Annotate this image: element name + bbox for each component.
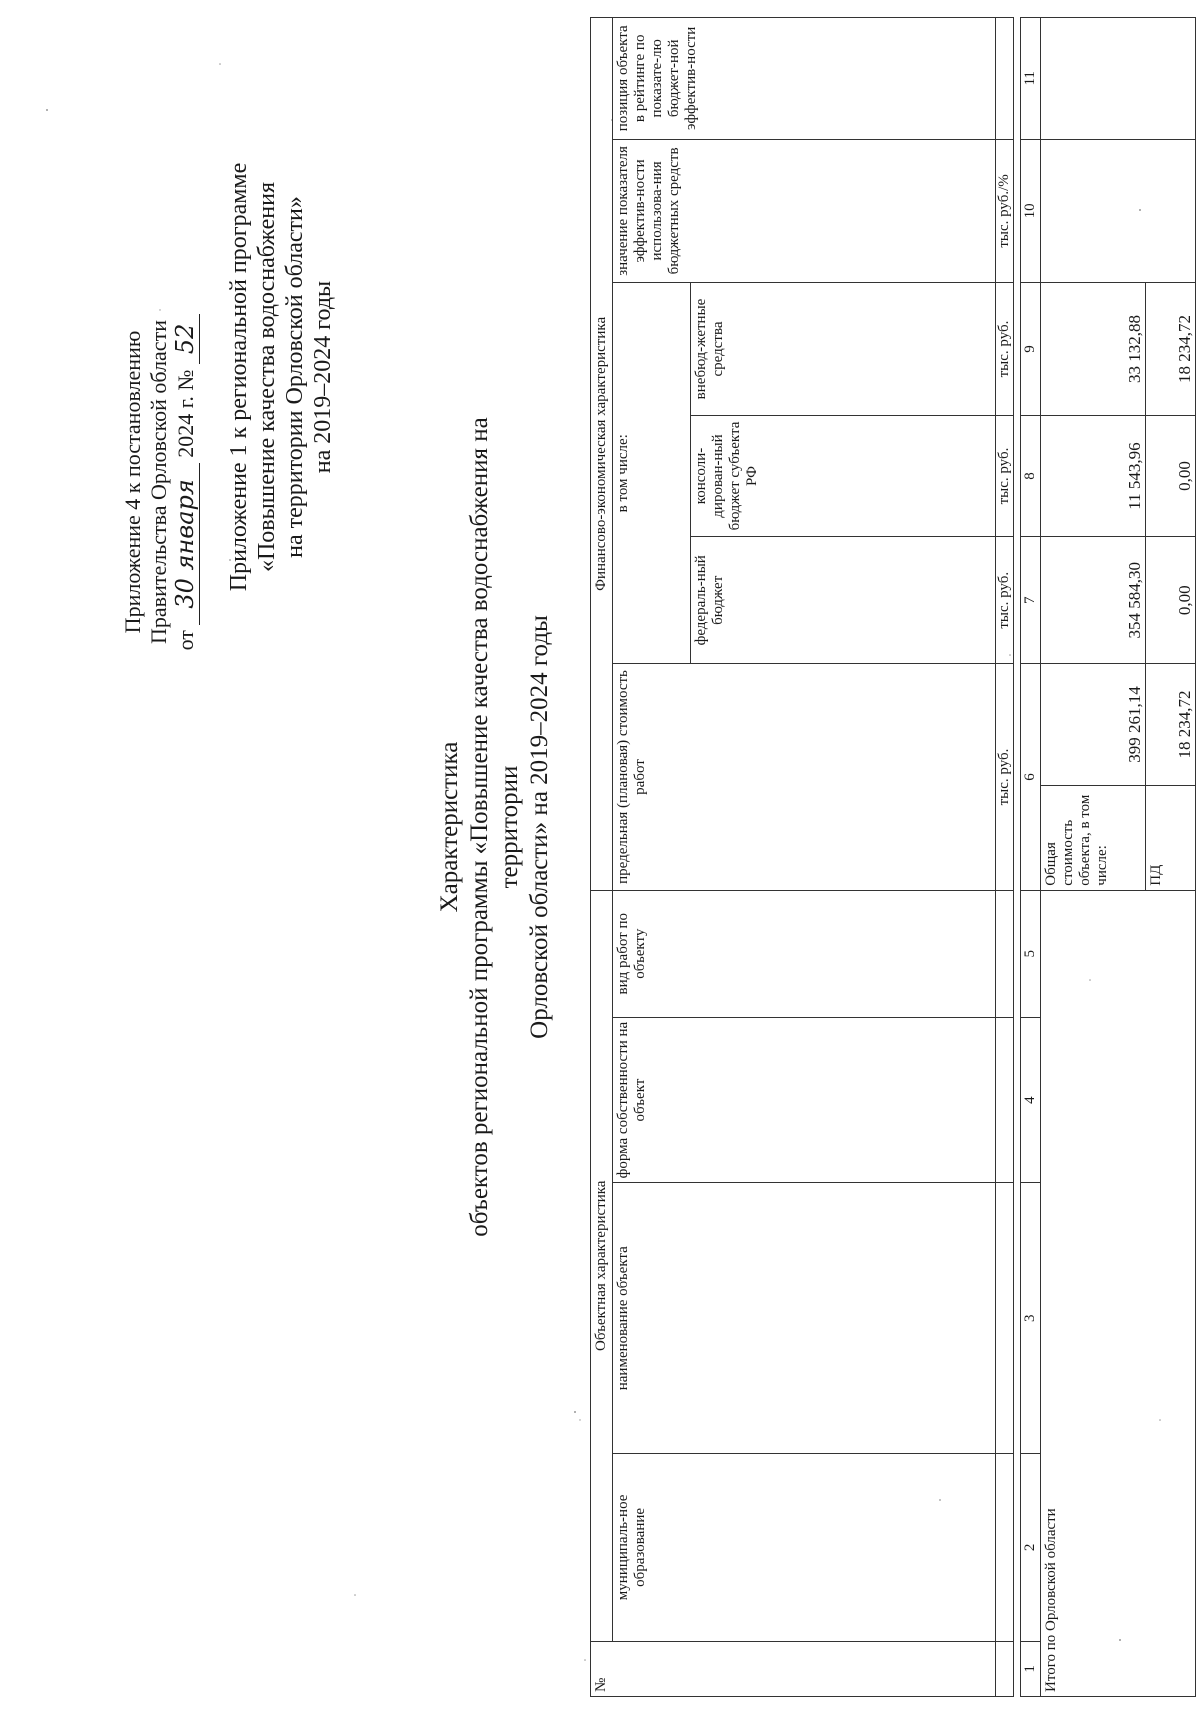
total-row-1 — [1041, 18, 1146, 1697]
header-row-2 — [613, 18, 691, 1697]
unit-cost: тыс. руб. — [996, 664, 1014, 890]
column-number: 11 — [1021, 18, 1041, 140]
total-extrabudget-value: 33 132,88 — [1041, 283, 1146, 416]
program-line-3: на территории Орловской области» — [282, 196, 308, 558]
column-number: 5 — [1021, 890, 1041, 1017]
title-line-1: Характеристика — [436, 741, 463, 913]
total-label: Итого по Орловской области — [1041, 890, 1196, 1696]
column-number: 8 — [1021, 415, 1041, 537]
extrabudget-header: внебюд-жетные средства — [691, 283, 996, 416]
decree-header — [120, 47, 199, 917]
table-gap — [1014, 18, 1021, 1697]
object-name-header: наименование объекта — [613, 1183, 996, 1454]
indicator-value-header: значение показателя эффектив-ности использова-ния бюджетных средств — [613, 139, 996, 283]
pd-extrabudget-value: 18 234,72 — [1146, 283, 1196, 416]
ownership-header: форма собственности на объект — [613, 1017, 996, 1183]
program-line-1: Приложение 1 к региональной программе — [226, 162, 252, 592]
unit-extrabudget: тыс. руб. — [996, 283, 1014, 416]
characteristics-table — [590, 17, 1196, 1697]
including-header: в том числе: — [613, 283, 691, 664]
program-line-4: на 2019–2024 годы — [310, 280, 336, 474]
year-label: 2024 г. № — [173, 369, 198, 458]
pd-consolidated-value: 0,00 — [1146, 415, 1196, 537]
unit-federal: тыс. руб. — [996, 537, 1014, 664]
column-numbers-row — [1021, 18, 1041, 1697]
column-number: 10 — [1021, 139, 1041, 283]
column-number: 3 — [1021, 1183, 1041, 1454]
decree-line-2: Правительства Орловской области — [146, 320, 171, 644]
column-number: 9 — [1021, 283, 1041, 416]
finance-group-header: Финансово-экономическая характеристика — [591, 18, 613, 891]
total-cost-value: 399 261,14 — [1041, 664, 1146, 786]
units-row — [996, 18, 1014, 1697]
pd-federal-value: 0,00 — [1146, 537, 1196, 664]
title-line-2: объектов региональной программы «Повышение качества водоснабжения на территории — [466, 417, 523, 1237]
decree-line-1: Приложение 4 к постановлению — [120, 330, 145, 634]
consolidated-header: консоли-дирован-ный бюджет субъекта РФ — [691, 415, 996, 537]
from-label: от — [173, 630, 198, 651]
pd-label: ПД — [1146, 785, 1196, 890]
column-number: 2 — [1021, 1454, 1041, 1642]
col-no-header: № — [591, 1641, 996, 1696]
unit-consolidated: тыс. руб. — [996, 415, 1014, 537]
pd-cost-value: 18 234,72 — [1146, 664, 1196, 786]
total-rating-cell — [1041, 18, 1196, 140]
document-title — [435, 377, 555, 1277]
total-indicator-cell — [1041, 139, 1196, 283]
handwritten-date: 30 января — [171, 463, 200, 624]
document-sheet — [10, 0, 1194, 1717]
header-row-1 — [591, 18, 613, 1697]
total-federal-value: 354 584,30 — [1041, 537, 1146, 664]
municipality-header: муниципаль-ное образование — [613, 1454, 996, 1642]
title-line-3: Орловской области» на 2019–2024 годы — [526, 615, 553, 1039]
total-cost-label: Общая стоимость объекта, в том числе: — [1041, 785, 1146, 890]
decree-date-line — [172, 47, 199, 917]
max-cost-header: предельная (плановая) стоимость работ — [613, 664, 996, 890]
federal-header: федераль-ный бюджет — [691, 537, 996, 664]
column-number: 7 — [1021, 537, 1041, 664]
rating-position-header: позиция объекта в рейтинге по показате-лю бюджет-ной эффектив-ности — [613, 18, 996, 140]
handwritten-number: 52 — [171, 314, 200, 365]
program-reference — [225, 47, 337, 707]
column-number: 1 — [1021, 1641, 1041, 1696]
work-type-header: вид работ по объекту — [613, 890, 996, 1017]
column-number: 6 — [1021, 664, 1041, 890]
unit-indicator: тыс. руб./% — [996, 139, 1014, 283]
program-line-2: «Повышение качества водоснабжения — [254, 181, 280, 573]
object-group-header: Объектная характеристика — [591, 890, 613, 1641]
column-number: 4 — [1021, 1017, 1041, 1183]
total-consolidated-value: 11 543,96 — [1041, 415, 1146, 537]
